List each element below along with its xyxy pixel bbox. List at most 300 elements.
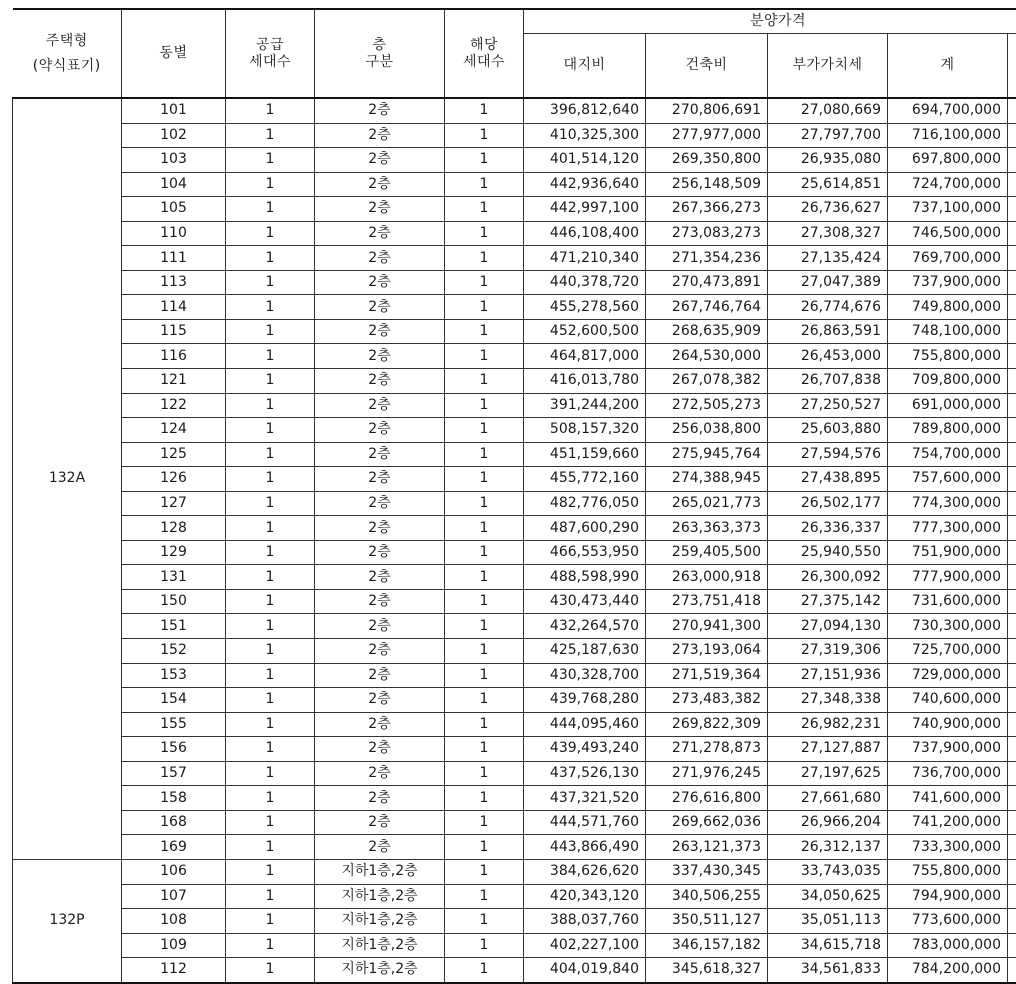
total-cell: 736,700,000 [888,761,1008,786]
applicable-units-cell: 1 [445,688,524,713]
floor-cell: 2층 [315,344,445,369]
vat-cell: 26,336,337 [768,516,888,541]
cut-off-cell [1008,270,1016,295]
cut-off-cell [1008,737,1016,762]
construction-cost-cell: 273,483,382 [646,688,768,713]
supply-units-cell: 1 [226,565,315,590]
building-cell: 157 [122,761,226,786]
supply-units-cell: 1 [226,786,315,811]
supply-units-cell: 1 [226,148,315,173]
cut-off-cell [1008,639,1016,664]
land-cost-cell: 488,598,990 [524,565,646,590]
building-cell: 121 [122,369,226,394]
building-cell: 101 [122,98,226,123]
land-cost-cell: 430,328,700 [524,663,646,688]
land-cost-cell: 391,244,200 [524,393,646,418]
total-cell: 784,200,000 [888,958,1008,983]
total-cell: 697,800,000 [888,148,1008,173]
cut-off-cell [1008,123,1016,148]
total-cell: 729,000,000 [888,663,1008,688]
table-row [13,859,1016,884]
land-cost-header: 대지비 [524,34,646,99]
table-row [13,197,1016,222]
applicable-units-cell: 1 [445,761,524,786]
total-cell: 741,200,000 [888,810,1008,835]
total-cell: 748,100,000 [888,319,1008,344]
land-cost-cell: 437,321,520 [524,786,646,811]
supply-units-cell: 1 [226,737,315,762]
applicable-units-cell: 1 [445,172,524,197]
land-cost-cell: 464,817,000 [524,344,646,369]
supply-units-cell: 1 [226,491,315,516]
construction-cost-cell: 271,976,245 [646,761,768,786]
total-cell: 724,700,000 [888,172,1008,197]
applicable-units-cell: 1 [445,295,524,320]
construction-cost-cell: 273,751,418 [646,589,768,614]
table-row [13,589,1016,614]
cut-off-cell [1008,393,1016,418]
building-cell: 112 [122,958,226,983]
vat-cell: 26,453,000 [768,344,888,369]
building-cell: 104 [122,172,226,197]
total-cell: 777,300,000 [888,516,1008,541]
land-cost-cell: 455,278,560 [524,295,646,320]
vat-cell: 27,319,306 [768,639,888,664]
table-row [13,958,1016,983]
floor-cell: 2층 [315,614,445,639]
construction-cost-cell: 269,350,800 [646,148,768,173]
vat-cell: 27,135,424 [768,246,888,271]
vat-cell: 26,736,627 [768,197,888,222]
construction-cost-cell: 277,977,000 [646,123,768,148]
floor-cell: 2층 [315,516,445,541]
cut-off-cell [1008,344,1016,369]
total-cell: 733,300,000 [888,835,1008,860]
land-cost-cell: 451,159,660 [524,442,646,467]
building-cell: 107 [122,884,226,909]
building-header: 동별 [122,9,226,98]
vat-cell: 27,594,576 [768,442,888,467]
total-cell: 741,600,000 [888,786,1008,811]
applicable-units-cell: 1 [445,737,524,762]
building-cell: 131 [122,565,226,590]
building-cell: 153 [122,663,226,688]
total-cell: 709,800,000 [888,369,1008,394]
applicable-units-cell: 1 [445,589,524,614]
floor-cell: 2층 [315,246,445,271]
total-header: 계 [888,34,1008,99]
cut-off-cell [1008,295,1016,320]
supply-units-cell: 1 [226,614,315,639]
supply-units-cell: 1 [226,933,315,958]
table-row [13,516,1016,541]
cut-off-cell [1008,884,1016,909]
applicable-units-cell: 1 [445,516,524,541]
land-cost-cell: 443,866,490 [524,835,646,860]
total-cell: 694,700,000 [888,98,1008,123]
building-cell: 127 [122,491,226,516]
applicable-units-cell: 1 [445,246,524,271]
vat-cell: 25,603,880 [768,418,888,443]
cut-off-cell [1008,614,1016,639]
cut-off-cell [1008,859,1016,884]
floor-cell: 2층 [315,369,445,394]
land-cost-cell: 401,514,120 [524,148,646,173]
land-cost-cell: 508,157,320 [524,418,646,443]
floor-cell: 2층 [315,467,445,492]
applicable-units-cell: 1 [445,319,524,344]
building-cell: 124 [122,418,226,443]
total-cell: 794,900,000 [888,884,1008,909]
supply-units-cell: 1 [226,540,315,565]
land-cost-cell: 442,936,640 [524,172,646,197]
construction-cost-cell: 269,822,309 [646,712,768,737]
applicable-units-cell: 1 [445,565,524,590]
land-cost-cell: 425,187,630 [524,639,646,664]
building-cell: 168 [122,810,226,835]
total-cell: 755,800,000 [888,859,1008,884]
supply-units-cell: 1 [226,516,315,541]
vat-cell: 27,094,130 [768,614,888,639]
vat-cell: 26,982,231 [768,712,888,737]
land-cost-cell: 432,264,570 [524,614,646,639]
cut-off-cell [1008,172,1016,197]
applicable-units-cell: 1 [445,835,524,860]
floor-cell: 지하1층,2층 [315,859,445,884]
cut-off-cell [1008,148,1016,173]
total-cell: 691,000,000 [888,393,1008,418]
floor-cell: 2층 [315,319,445,344]
applicable-units-cell: 1 [445,221,524,246]
table-row [13,688,1016,713]
housing-type-cell: 132P [13,859,122,982]
land-cost-cell: 416,013,780 [524,369,646,394]
applicable-units-cell: 1 [445,614,524,639]
total-cell: 774,300,000 [888,491,1008,516]
applicable-units-cell: 1 [445,467,524,492]
land-cost-cell: 402,227,100 [524,933,646,958]
cut-off-cell [1008,958,1016,983]
table-row [13,246,1016,271]
building-cell: 156 [122,737,226,762]
supply-units-cell: 1 [226,295,315,320]
construction-cost-cell: 346,157,182 [646,933,768,958]
vat-cell: 26,300,092 [768,565,888,590]
supply-units-cell: 1 [226,393,315,418]
vat-cell: 34,615,718 [768,933,888,958]
construction-cost-cell: 264,530,000 [646,344,768,369]
table-row [13,835,1016,860]
building-cell: 111 [122,246,226,271]
floor-cell: 2층 [315,663,445,688]
supply-units-cell: 1 [226,246,315,271]
construction-cost-cell: 263,363,373 [646,516,768,541]
construction-cost-cell: 270,473,891 [646,270,768,295]
total-cell: 731,600,000 [888,589,1008,614]
building-cell: 115 [122,319,226,344]
construction-cost-cell: 268,635,909 [646,319,768,344]
floor-cell: 2층 [315,98,445,123]
total-cell: 746,500,000 [888,221,1008,246]
vat-cell: 34,561,833 [768,958,888,983]
construction-cost-cell: 273,193,064 [646,639,768,664]
applicable-units-cell: 1 [445,884,524,909]
housing-type-header: 주택형 (약식표기) [13,9,122,98]
building-cell: 129 [122,540,226,565]
construction-cost-cell: 350,511,127 [646,909,768,934]
applicable-units-cell: 1 [445,810,524,835]
vat-cell: 27,375,142 [768,589,888,614]
vat-cell: 27,250,527 [768,393,888,418]
applicable-units-cell: 1 [445,909,524,934]
vat-cell: 26,863,591 [768,319,888,344]
total-cell: 737,900,000 [888,737,1008,762]
building-cell: 116 [122,344,226,369]
building-cell: 102 [122,123,226,148]
floor-cell: 2층 [315,148,445,173]
vat-cell: 27,348,338 [768,688,888,713]
cut-off-cell [1008,319,1016,344]
land-cost-cell: 388,037,760 [524,909,646,934]
land-cost-cell: 420,343,120 [524,884,646,909]
table-row [13,442,1016,467]
construction-cost-cell: 273,083,273 [646,221,768,246]
total-cell: 749,800,000 [888,295,1008,320]
total-cell: 740,600,000 [888,688,1008,713]
vat-cell: 27,797,700 [768,123,888,148]
cut-off-cell [1008,221,1016,246]
supply-units-cell: 1 [226,589,315,614]
total-cell: 730,300,000 [888,614,1008,639]
table-row [13,172,1016,197]
supply-units-cell: 1 [226,221,315,246]
construction-cost-cell: 267,078,382 [646,369,768,394]
vat-cell: 33,743,035 [768,859,888,884]
total-cell: 740,900,000 [888,712,1008,737]
floor-cell: 2층 [315,540,445,565]
vat-cell: 25,614,851 [768,172,888,197]
total-cell: 716,100,000 [888,123,1008,148]
applicable-units-cell: 1 [445,344,524,369]
total-cell: 725,700,000 [888,639,1008,664]
construction-cost-cell: 259,405,500 [646,540,768,565]
supply-units-cell: 1 [226,859,315,884]
land-cost-cell: 446,108,400 [524,221,646,246]
total-cell: 754,700,000 [888,442,1008,467]
floor-cell: 2층 [315,270,445,295]
table-row [13,737,1016,762]
construction-cost-cell: 275,945,764 [646,442,768,467]
supply-units-cell: 1 [226,688,315,713]
building-cell: 105 [122,197,226,222]
applicable-units-cell: 1 [445,958,524,983]
sale-price-table [12,8,1016,984]
applicable-units-cell: 1 [445,663,524,688]
applicable-units-cell: 1 [445,639,524,664]
floor-cell: 2층 [315,786,445,811]
table-row [13,614,1016,639]
applicable-units-cell: 1 [445,123,524,148]
construction-cost-cell: 276,616,800 [646,786,768,811]
cut-off-cell [1008,663,1016,688]
land-cost-cell: 455,772,160 [524,467,646,492]
construction-cost-cell: 256,038,800 [646,418,768,443]
building-cell: 103 [122,148,226,173]
applicable-units-cell: 1 [445,786,524,811]
vat-cell: 25,940,550 [768,540,888,565]
floor-cell: 2층 [315,418,445,443]
construction-cost-cell: 270,806,691 [646,98,768,123]
table-row [13,148,1016,173]
table-row [13,369,1016,394]
applicable-units-cell: 1 [445,418,524,443]
building-cell: 155 [122,712,226,737]
floor-cell: 2층 [315,197,445,222]
land-cost-cell: 439,768,280 [524,688,646,713]
building-cell: 109 [122,933,226,958]
table-row [13,418,1016,443]
table-row [13,319,1016,344]
building-cell: 125 [122,442,226,467]
total-cell: 755,800,000 [888,344,1008,369]
table-row [13,909,1016,934]
total-cell: 773,600,000 [888,909,1008,934]
housing-type-cell: 132A [13,98,122,859]
supply-units-cell: 1 [226,958,315,983]
land-cost-cell: 444,571,760 [524,810,646,835]
construction-cost-cell: 337,430,345 [646,859,768,884]
applicable-units-cell: 1 [445,98,524,123]
total-cell: 777,900,000 [888,565,1008,590]
cut-off-cell [1008,589,1016,614]
floor-cell: 2층 [315,221,445,246]
applicable-units-cell: 1 [445,712,524,737]
table-row [13,639,1016,664]
cut-off-cell [1008,197,1016,222]
supply-units-cell: 1 [226,442,315,467]
applicable-units-cell: 1 [445,442,524,467]
construction-cost-cell: 271,354,236 [646,246,768,271]
supply-units-cell: 1 [226,909,315,934]
floor-cell: 2층 [315,123,445,148]
supply-units-cell: 1 [226,663,315,688]
applicable-units-cell: 1 [445,393,524,418]
building-cell: 110 [122,221,226,246]
building-cell: 128 [122,516,226,541]
cut-off-cell [1008,540,1016,565]
land-cost-cell: 482,776,050 [524,491,646,516]
total-cell: 737,900,000 [888,270,1008,295]
cut-off-cell [1008,761,1016,786]
table-row [13,663,1016,688]
floor-cell: 2층 [315,589,445,614]
cut-off-cell [1008,909,1016,934]
construction-cost-cell: 263,000,918 [646,565,768,590]
supply-units-cell: 1 [226,712,315,737]
construction-cost-cell: 340,506,255 [646,884,768,909]
vat-cell: 27,127,887 [768,737,888,762]
vat-cell: 27,080,669 [768,98,888,123]
sale-price-header: 분양가격 [524,9,1016,34]
vat-cell: 27,661,680 [768,786,888,811]
table-row [13,393,1016,418]
vat-cell: 35,051,113 [768,909,888,934]
floor-cell: 2층 [315,172,445,197]
cut-off-cell [1008,786,1016,811]
supply-units-cell: 1 [226,369,315,394]
table-body [13,98,1016,983]
building-cell: 114 [122,295,226,320]
supply-units-header: 공급 세대수 [226,9,315,98]
vat-cell: 27,308,327 [768,221,888,246]
construction-cost-cell: 267,366,273 [646,197,768,222]
land-cost-cell: 466,553,950 [524,540,646,565]
cut-off-cell [1008,712,1016,737]
applicable-units-cell: 1 [445,197,524,222]
supply-units-cell: 1 [226,761,315,786]
construction-cost-cell: 265,021,773 [646,491,768,516]
supply-units-cell: 1 [226,344,315,369]
table-row [13,344,1016,369]
building-cell: 169 [122,835,226,860]
supply-units-cell: 1 [226,270,315,295]
floor-cell: 2층 [315,491,445,516]
building-cell: 126 [122,467,226,492]
floor-cell: 지하1층,2층 [315,884,445,909]
floor-cell: 2층 [315,442,445,467]
building-cell: 151 [122,614,226,639]
floor-cell: 2층 [315,810,445,835]
vat-cell: 34,050,625 [768,884,888,909]
table-row [13,540,1016,565]
table-row [13,123,1016,148]
supply-units-cell: 1 [226,98,315,123]
land-cost-cell: 452,600,500 [524,319,646,344]
floor-cell: 2층 [315,761,445,786]
cut-off-cell [1008,835,1016,860]
applicable-units-cell: 1 [445,540,524,565]
floor-cell: 2층 [315,565,445,590]
building-cell: 152 [122,639,226,664]
table-row [13,761,1016,786]
floor-cell: 2층 [315,295,445,320]
vat-cell: 26,707,838 [768,369,888,394]
vat-cell: 26,935,080 [768,148,888,173]
total-cell: 751,900,000 [888,540,1008,565]
table-row [13,221,1016,246]
floor-header: 층 구분 [315,9,445,98]
construction-cost-cell: 271,278,873 [646,737,768,762]
land-cost-cell: 384,626,620 [524,859,646,884]
floor-cell: 지하1층,2층 [315,958,445,983]
building-cell: 106 [122,859,226,884]
table-header [13,9,1016,98]
supply-units-cell: 1 [226,467,315,492]
floor-cell: 2층 [315,639,445,664]
total-cell: 737,100,000 [888,197,1008,222]
building-cell: 122 [122,393,226,418]
construction-cost-cell: 272,505,273 [646,393,768,418]
floor-cell: 2층 [315,835,445,860]
supply-units-cell: 1 [226,418,315,443]
floor-cell: 2층 [315,712,445,737]
supply-units-cell: 1 [226,810,315,835]
vat-cell: 26,502,177 [768,491,888,516]
land-cost-cell: 487,600,290 [524,516,646,541]
vat-cell: 26,312,137 [768,835,888,860]
cut-off-cell [1008,98,1016,123]
land-cost-cell: 440,378,720 [524,270,646,295]
